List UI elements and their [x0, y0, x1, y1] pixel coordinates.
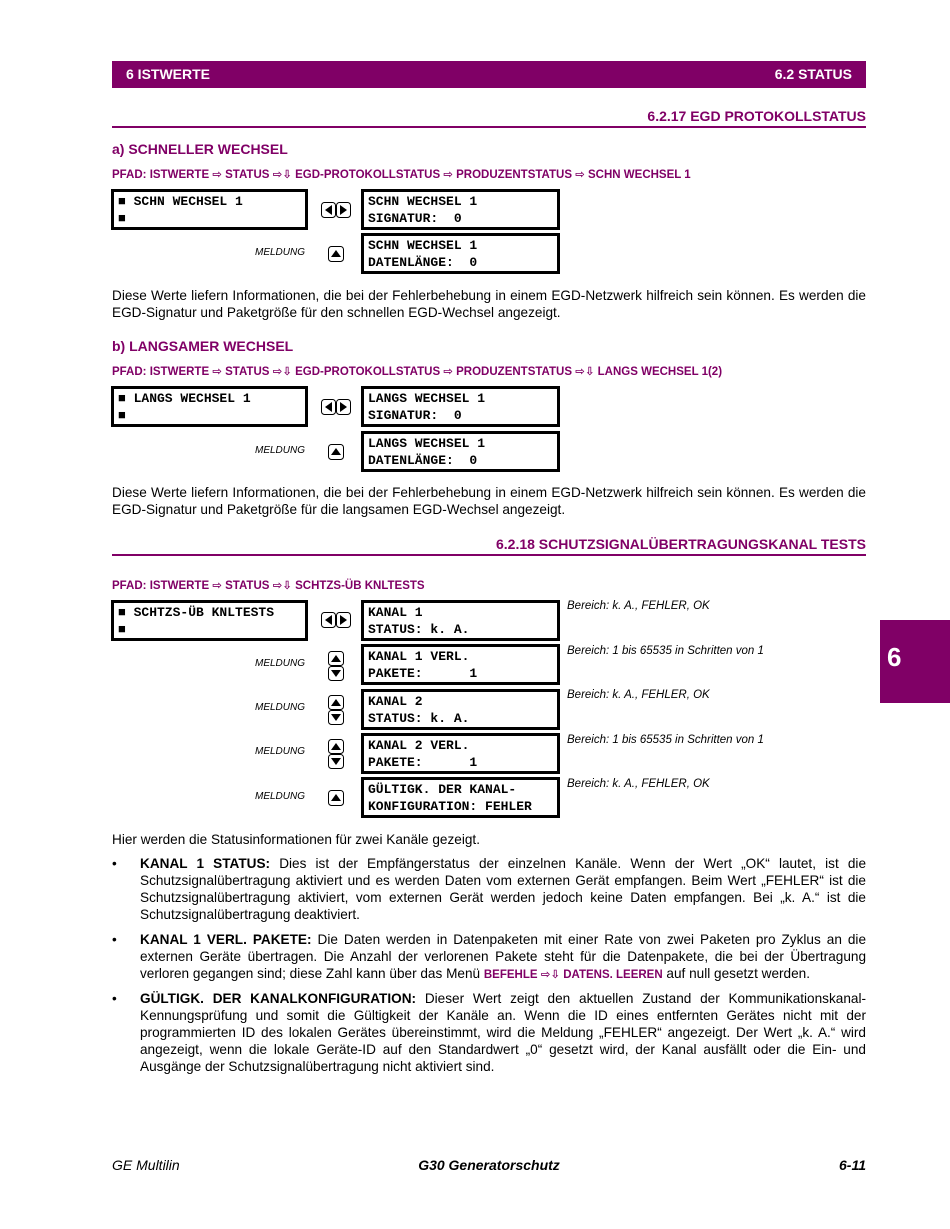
menu-path: PFAD: ISTWERTE ⇨ STATUS ⇨⇩ EGD-PROTOKOLLSTATUS ⇨ PRODUZENTSTATUS ⇨ SCHN WECHSEL 1: [112, 169, 691, 181]
value-box-channel1-lost-packets: [361, 644, 560, 685]
value-box-datalength: [361, 233, 560, 274]
value-box-channel-config-validity: [361, 777, 560, 818]
subheading-slow-exchange: b) LANGSAMER WECHSEL: [112, 338, 294, 354]
range-note: Bereich: k. A., FEHLER, OK: [567, 600, 710, 612]
message-label: MELDUNG: [254, 247, 305, 258]
up-down-arrows-icon[interactable]: [328, 695, 344, 725]
left-right-arrows-icon[interactable]: [321, 202, 351, 218]
value-line: DATENLÄNGE: 0: [368, 453, 478, 468]
bullet-item: [112, 855, 867, 923]
value-line: SIGNATUR: 0: [368, 408, 462, 423]
bullet-term: KANAL 1 STATUS:: [140, 856, 271, 871]
menu-heading-box: [111, 600, 308, 641]
menu-heading-line: ■: [118, 408, 126, 423]
value-box-channel1-status: [361, 600, 560, 641]
menu-heading-box: [111, 189, 308, 230]
value-line: KANAL 1 VERL.: [368, 649, 470, 664]
bullet-text: Dieser Wert zeigt den aktuellen Zustand der Kommunikationskanal-Kennungsprüfung und somit die Gültigkeit der Kanäle an. Wenn die ID eines entfernten Gerätes nicht mit der programmierten ID des lokalen Gerätes übereinstimmt, wird die Meldung „FEHLER“ angezeigt. Der Wert „k. A.“ wird angezeigt, wenn die lokale Geräte-ID auf den Standardwert „0“ gesetzt wird, der Kanal ausfällt oder die Ein- und Ausgänge der Schutzsignalübertragung nicht aktiviert sind.: [140, 991, 867, 1074]
section-title-egd: 6.2.17 EGD PROTOKOLLSTATUS: [647, 108, 866, 124]
up-down-arrows-icon[interactable]: [328, 651, 344, 681]
range-note: Bereich: 1 bis 65535 in Schritten von 1: [567, 734, 764, 746]
value-line: STATUS: k. A.: [368, 711, 470, 726]
left-right-arrows-icon[interactable]: [321, 399, 351, 415]
bullet-dot: •: [112, 932, 117, 947]
left-right-arrows-icon[interactable]: [321, 612, 351, 628]
up-arrow-icon[interactable]: [328, 444, 344, 460]
value-line: DATENLÄNGE: 0: [368, 255, 478, 270]
bullet-term: KANAL 1 VERL. PAKETE:: [140, 932, 312, 947]
message-label: MELDUNG: [254, 746, 305, 757]
value-line: PAKETE: 1: [368, 666, 478, 681]
bullet-dot: •: [112, 991, 117, 1006]
value-box-channel2-lost-packets: [361, 733, 560, 774]
value-line: KONFIGURATION: FEHLER: [368, 799, 532, 814]
value-line: LANGS WECHSEL 1: [368, 436, 486, 451]
chapter-tab-number: 6: [887, 642, 902, 672]
range-note: Bereich: 1 bis 65535 in Schritten von 1: [567, 645, 764, 657]
menu-heading-box: [111, 386, 308, 427]
value-line: SCHN WECHSEL 1: [368, 238, 478, 253]
up-arrow-icon[interactable]: [328, 790, 344, 806]
chapter-tab: [880, 620, 950, 703]
value-box-channel2-status: [361, 689, 560, 730]
bullet-item: [112, 931, 867, 984]
menu-heading-line: ■: [118, 622, 126, 637]
footer-page-number: 6-11: [839, 1157, 866, 1173]
section-title-channel-tests: 6.2.18 SCHUTZSIGNALÜBERTRAGUNGSKANAL TESTS: [495, 536, 866, 552]
value-line: KANAL 2: [368, 694, 423, 709]
message-label: MELDUNG: [254, 658, 305, 669]
value-line: GÜLTIGK. DER KANAL-: [368, 782, 517, 797]
bullet-text: Die Daten werden in Datenpaketen mit einer Rate von zwei Paketen pro Zyklus an die externen Geräte übertragen. Die Anzahl der verlorenen Pakete steht für die Datenpakete, die bei der Übertragung verloren gegangen sind; diese Zahl kann über das Menü: [140, 932, 867, 981]
range-note: Bereich: k. A., FEHLER, OK: [567, 778, 710, 790]
up-down-arrows-icon[interactable]: [328, 739, 344, 769]
message-label: MELDUNG: [254, 445, 305, 456]
bullet-dot: •: [112, 856, 117, 871]
bullet-item: [112, 990, 867, 1075]
menu-heading-line: ■ SCHN WECHSEL 1: [118, 194, 243, 209]
value-line: KANAL 1: [368, 605, 423, 620]
menu-path: PFAD: ISTWERTE ⇨ STATUS ⇨⇩ EGD-PROTOKOLLSTATUS ⇨ PRODUZENTSTATUS ⇨⇩ LANGS WECHSEL 1(2): [112, 366, 723, 378]
bullet-text: Dies ist der Empfängerstatus der einzelnen Kanäle. Wenn der Wert „OK“ lautet, ist die Schutzsignalübertragung aktiviert und es werden Daten vom externen Gerät empfangen. Beim Wert „FEHLER“ ist die Schutzsignalübertragung aktiviert, vom externen Gerät werden jedoch keine Daten empfangen. Bei „k. A.“ ist die Schutzsignalübertragung deaktiviert.: [140, 856, 867, 922]
menu-heading-line: ■ SCHTZS-ÜB KNLTESTS: [118, 605, 275, 620]
menu-path: PFAD: ISTWERTE ⇨ STATUS ⇨⇩ SCHTZS-ÜB KNLTESTS: [112, 580, 425, 592]
up-arrow-icon[interactable]: [328, 246, 344, 262]
value-line: STATUS: k. A.: [368, 622, 470, 637]
message-label: MELDUNG: [254, 702, 305, 713]
message-label: MELDUNG: [254, 791, 305, 802]
bullet-term: GÜLTIGK. DER KANALKONFIGURATION:: [140, 991, 417, 1006]
intro-text: Hier werden die Statusinformationen für zwei Kanäle gezeigt.: [112, 832, 480, 847]
value-box-signature: [361, 386, 560, 427]
menu-heading-line: ■: [118, 211, 126, 226]
header-chapter: 6 ISTWERTE: [126, 66, 211, 82]
value-line: SIGNATUR: 0: [368, 211, 462, 226]
footer-product: G30 Generatorschutz: [418, 1157, 560, 1173]
value-line: KANAL 2 VERL.: [368, 738, 470, 753]
menu-heading-line: ■ LANGS WECHSEL 1: [118, 391, 251, 406]
section-rule: [112, 554, 866, 556]
value-line: PAKETE: 1: [368, 755, 478, 770]
page-header-bar: [112, 61, 866, 88]
range-note: Bereich: k. A., FEHLER, OK: [567, 689, 710, 701]
description-slow: Diese Werte liefern Informationen, die bei der Fehlerbehebung in einem EGD-Netzwerk hilfreich sein können. Es werden die EGD-Signatur und Paketgröße für die langsamen EGD-Wechsel angezeigt.: [112, 485, 866, 517]
footer-company: GE Multilin: [112, 1157, 180, 1173]
menu-reference: BEFEHLE ⇨⇩ DATENS. LEEREN: [483, 969, 663, 981]
bullet-text: auf null gesetzt werden.: [662, 966, 811, 981]
header-section: 6.2 STATUS: [774, 66, 852, 82]
value-line: LANGS WECHSEL 1: [368, 391, 486, 406]
subheading-fast-exchange: a) SCHNELLER WECHSEL: [112, 141, 288, 157]
description-fast: Diese Werte liefern Informationen, die bei der Fehlerbehebung in einem EGD-Netzwerk hilfreich sein können. Es werden die EGD-Signatur und Paketgröße für den schnellen EGD-Wechsel angezeigt.: [112, 288, 866, 320]
value-box-signature: [361, 189, 560, 230]
value-line: SCHN WECHSEL 1: [368, 194, 478, 209]
value-box-datalength: [361, 431, 560, 472]
section-rule: [112, 126, 866, 128]
